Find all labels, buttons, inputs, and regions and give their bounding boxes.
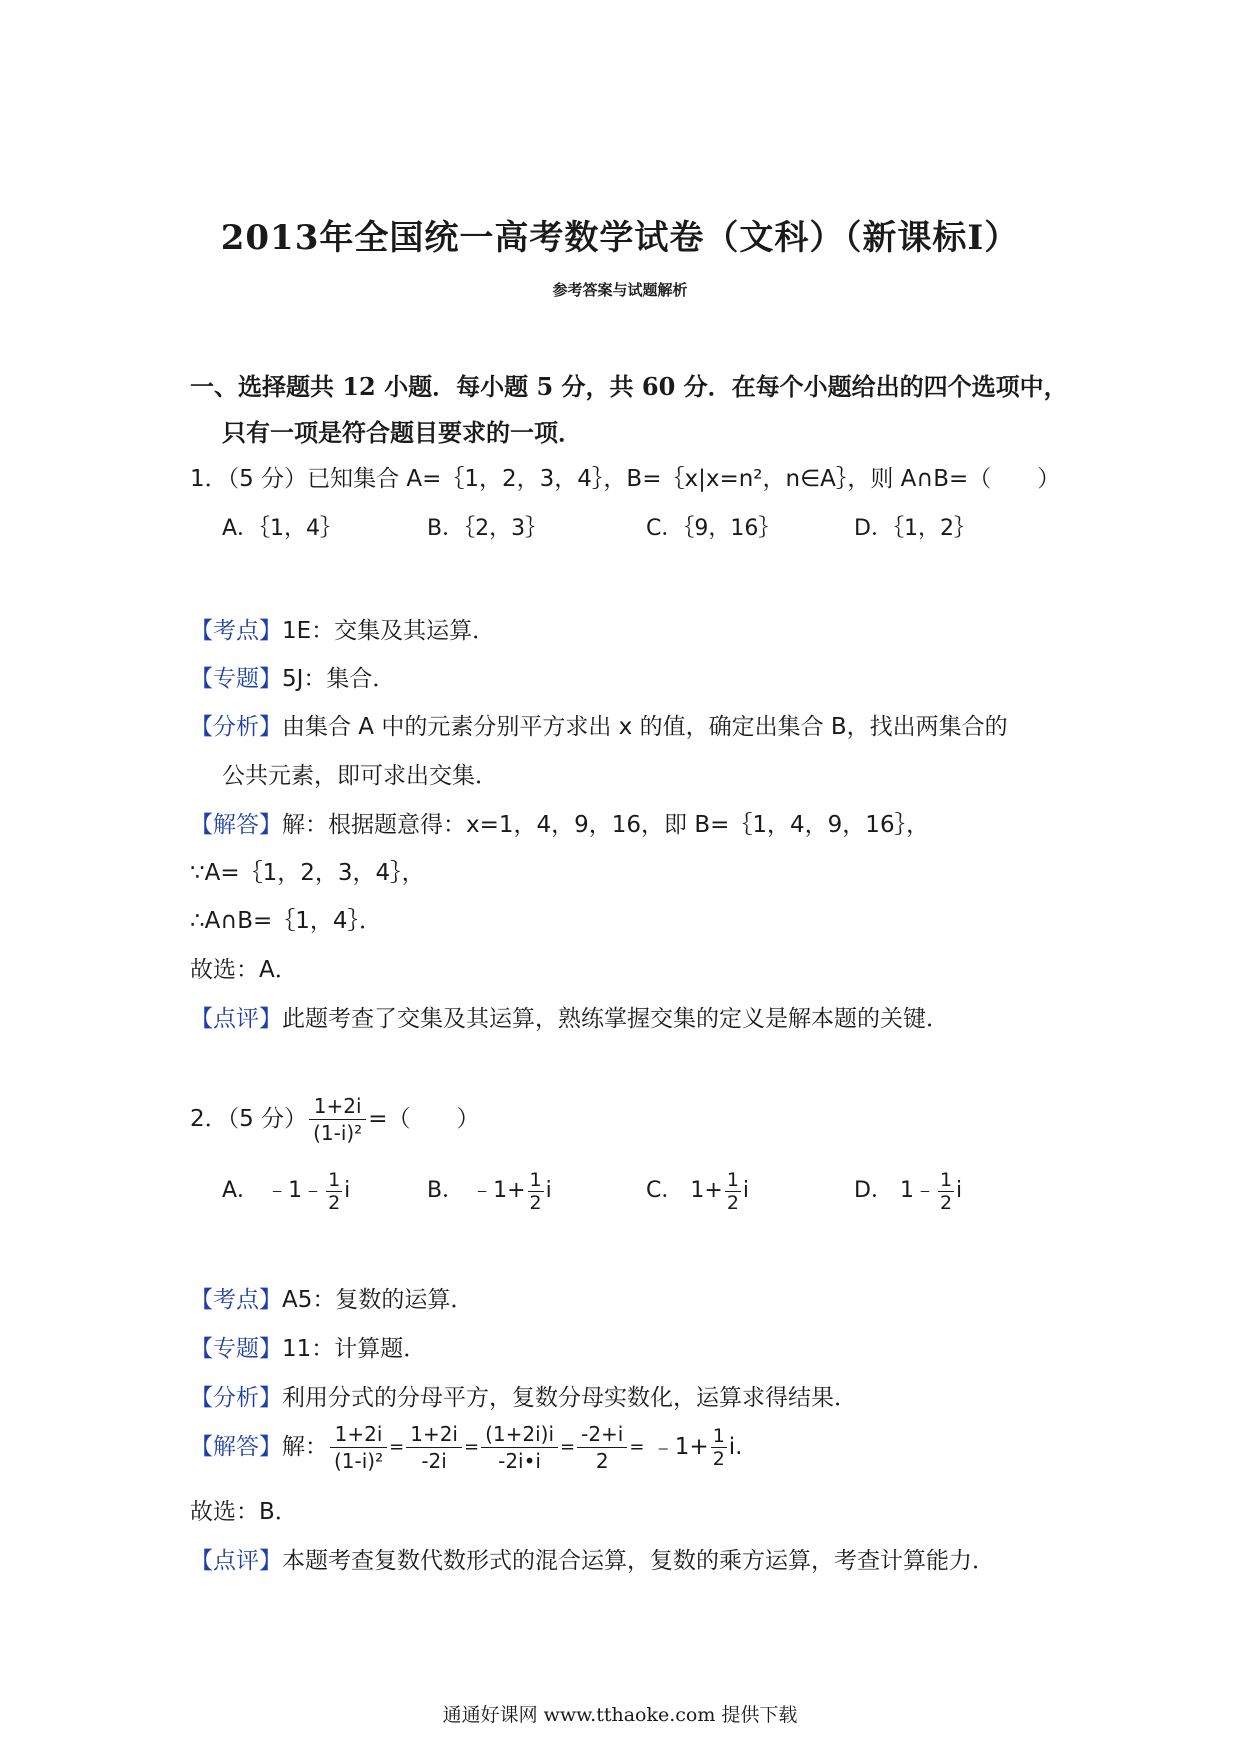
kaodian-tag: 【考点】 <box>190 1287 282 1313</box>
q2-dianping: 【点评】本题考查复数代数形式的混合运算，复数的乘方运算，考查计算能力． <box>190 1548 995 1574</box>
kaodian-tag: 【考点】 <box>190 618 282 644</box>
q2-kaodian: 【考点】A5：复数的运算． <box>190 1287 474 1313</box>
page-title: 2013年全国统一高考数学试卷（文科）（新课标Ⅰ） <box>220 218 1020 258</box>
q2-zhuanti: 【专题】11：计算题． <box>190 1336 427 1362</box>
section-heading-line2: 只有一项是符合题目要求的一项． <box>222 418 582 447</box>
q1-dianping: 【点评】此题考查了交集及其运算，熟练掌握交集的定义是解本题的关键． <box>190 1006 949 1032</box>
q2-jieda: 【解答】解： $\frac{1+2i}{\text{(1-i)²}}$ = $\frac{1+2i}{-2i}$ = $\frac{(1+2i)i}{-2i•i}$ = $\frac{-2+i}{2}$ = ﹣1+ $\frac{1}{2}$ i. <box>190 1422 743 1473</box>
q1-choice: 故选：A． <box>190 957 298 983</box>
q2-option-c: C． 1+ $\frac{1}{2}$ i <box>646 1168 750 1214</box>
section-heading-line1: 一、选择题共 12 小题．每小题 5 分，共 60 分．在每个小题给出的四个选项中， <box>190 372 1068 401</box>
step-fraction: $\frac{1+2i}{\text{(1-i)²}}$ <box>330 1421 387 1474</box>
page-subtitle: 参考答案与试题解析 <box>552 281 688 299</box>
q2-fenxi: 【分析】利用分式的分母平方，复数分母实数化，运算求得结果． <box>190 1385 857 1411</box>
jieda-tag: 【解答】 <box>190 812 282 838</box>
q1-stem: 1．（5 分）已知集合 A=｛1，2，3，4｝，B=｛x|x=n²，n∈A｝，则 A∩B=（ ） <box>190 466 1061 492</box>
q2-choice: 故选：B． <box>190 1499 298 1525</box>
fenxi-tag: 【分析】 <box>190 714 282 740</box>
q1-fenxi-cont: 公共元素，即可求出交集． <box>222 763 498 789</box>
q2-stem: 2．（5 分） $\frac{1+2i}{\text{(1-i)²}}$ =（ ） <box>190 1094 480 1145</box>
zhuanti-tag: 【专题】 <box>190 1336 282 1362</box>
q1-jieda: 【解答】解：根据题意得：x=1，4，9，16，即 B=｛1，4，9，16｝， <box>190 812 930 838</box>
q1-option-a: A．｛1，4｝ <box>222 516 343 541</box>
step-fraction: $\frac{(1+2i)i}{-2i•i}$ <box>481 1421 558 1474</box>
q1-option-c: C．｛9，16｝ <box>646 516 781 541</box>
fenxi-tag: 【分析】 <box>190 1385 282 1411</box>
q1-step-1: ∵A=｛1，2，3，4｝， <box>190 860 425 886</box>
dianping-tag: 【点评】 <box>190 1548 282 1574</box>
q2-option-b: B． ﹣1+ $\frac{1}{2}$ i <box>427 1168 552 1214</box>
q2-fraction: $\frac{1+2i}{\text{(1-i)²}}$ <box>309 1093 366 1146</box>
page-footer: 通通好课网 www.tthaoke.com 提供下载 <box>442 1704 798 1726</box>
step-fraction: $\frac{1+2i}{-2i}$ <box>406 1421 462 1474</box>
jieda-tag: 【解答】 <box>190 1434 282 1460</box>
dianping-tag: 【点评】 <box>190 1006 282 1032</box>
q1-option-d: D．｛1，2｝ <box>854 516 976 541</box>
q1-option-b: B．｛2，3｝ <box>427 516 548 541</box>
q1-step-2: ∴A∩B=｛1，4｝． <box>190 908 383 934</box>
q2-option-a: A． ﹣1﹣ $\frac{1}{2}$ i <box>222 1168 351 1214</box>
step-fraction: $\frac{-2+i}{2}$ <box>577 1421 627 1474</box>
zhuanti-tag: 【专题】 <box>190 666 282 692</box>
q1-zhuanti: 【专题】5J：集合． <box>190 666 396 692</box>
q1-kaodian: 【考点】1E：交集及其运算． <box>190 618 496 644</box>
q2-option-d: D． 1﹣ $\frac{1}{2}$ i <box>854 1168 963 1214</box>
q1-fenxi: 【分析】由集合 A 中的元素分别平方求出 x 的值，确定出集合 B，找出两集合的 <box>190 714 1008 740</box>
